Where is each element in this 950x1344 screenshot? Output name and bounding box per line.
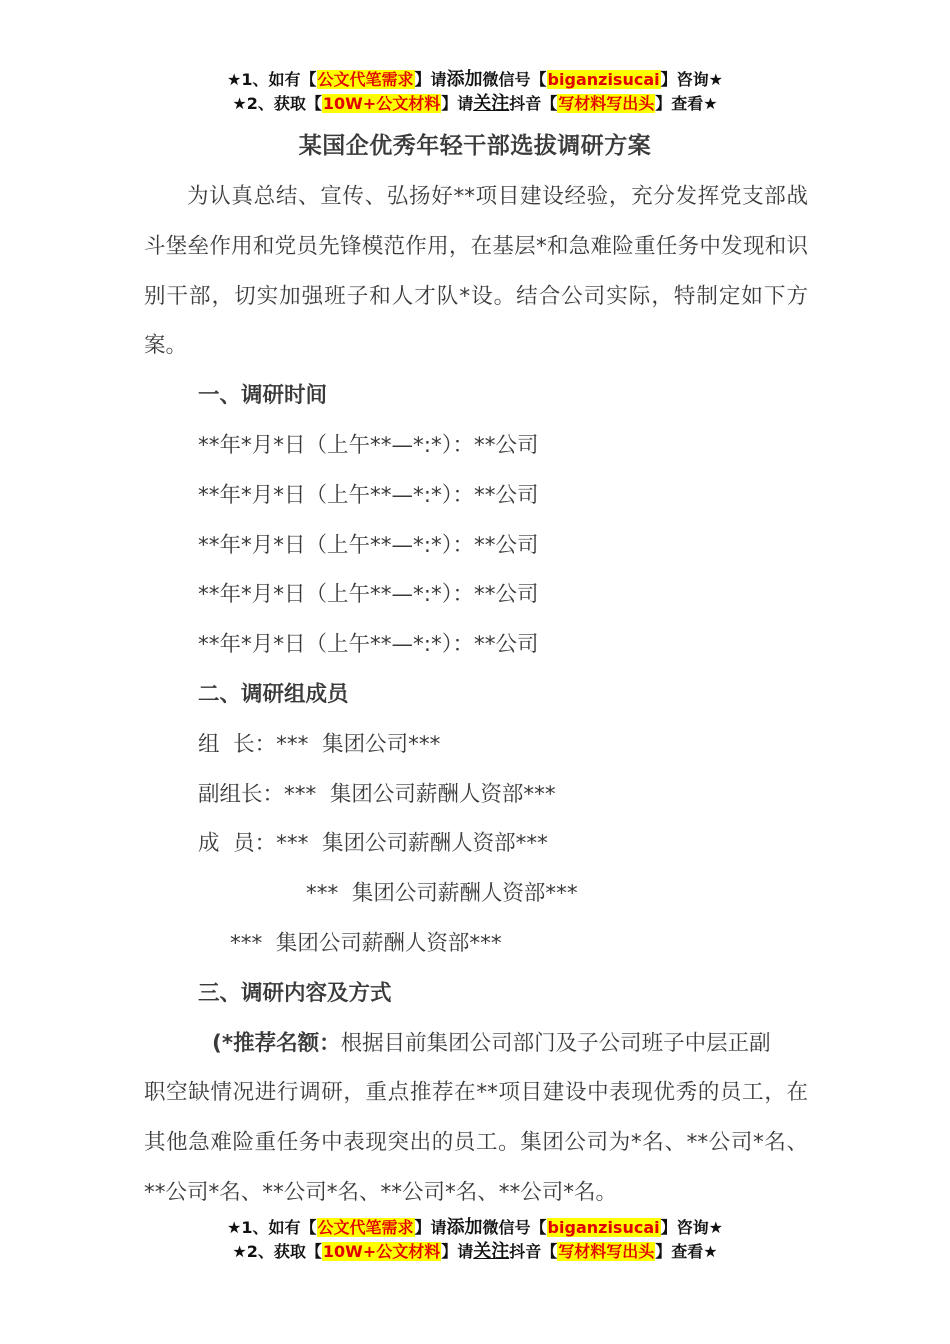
member-deputy: 副组长：*** 集团公司薪酬人资部*** (198, 781, 556, 807)
highlight-douyin-account: 写材料写出头 (558, 1242, 655, 1261)
banner-text: 】咨询★ (660, 70, 723, 89)
banner-line-2 (0, 92, 950, 116)
banner-text: ★1、如有【 (227, 1218, 317, 1237)
banner-text: 】请 (441, 94, 474, 113)
member-row-extra: *** 集团公司薪酬人资部*** (230, 930, 502, 956)
schedule-item: **年*月*日（上午**—*:*）：**公司 (198, 432, 539, 458)
banner-text: 微信号【 (482, 70, 547, 89)
banner-line-1 (0, 1216, 950, 1240)
document-title: 某国企优秀年轻干部选拔调研方案 (298, 133, 652, 159)
banner-text: ★2、获取【 (232, 1242, 322, 1261)
schedule-item: **年*月*日（上午**—*:*）：**公司 (198, 482, 539, 508)
banner-text: 】查看★ (655, 1242, 718, 1261)
top-banner (0, 68, 950, 116)
intro-paragraph: 为认真总结、宣传、弘扬好**项目建设经验，充分发挥党支部战斗堡垒作用和党员先锋模范作用，在基层*和急难险重任务中发现和识别干部，切实加强班子和人才队*设。结合公司实际，特制定如下方案。 (144, 184, 808, 359)
banner-text: 】请 (414, 1218, 447, 1237)
banner-text: ★2、获取【 (232, 94, 322, 113)
schedule-item: **年*月*日（上午**—*:*）：**公司 (198, 582, 539, 608)
schedule-item: **年*月*日（上午**—*:*）：**公司 (198, 532, 539, 558)
section-heading-members: 二、调研组成员 (198, 681, 349, 707)
schedule-item: **年*月*日（上午**—*:*）：**公司 (198, 632, 539, 658)
banner-text: 】请 (441, 1242, 474, 1261)
banner-line-2 (0, 1240, 950, 1264)
banner-text: 抖音【 (509, 94, 558, 113)
banner-text: 】查看★ (655, 94, 718, 113)
banner-text: 抖音【 (509, 1242, 558, 1261)
bottom-banner (0, 1216, 950, 1264)
highlight-materials: 10W+公文材料 (322, 94, 441, 113)
member-row: 成 员：*** 集团公司薪酬人资部*** (198, 831, 548, 857)
member-leader: 组 长：*** 集团公司*** (198, 731, 441, 757)
highlight-wechat-id: biganzisucai (547, 70, 660, 89)
highlight-service: 公文代笔需求 (317, 70, 414, 89)
quota-lead-line (144, 1019, 808, 1069)
highlight-douyin-account: 写材料写出头 (558, 94, 655, 113)
banner-text: 微信号【 (482, 1218, 547, 1237)
highlight-materials: 10W+公文材料 (322, 1242, 441, 1261)
banner-line-1 (0, 68, 950, 92)
banner-text: 】请 (414, 70, 447, 89)
banner-emphasis: 添加 (446, 69, 483, 90)
banner-text: ★1、如有【 (227, 70, 317, 89)
banner-emphasis: 添加 (446, 1217, 483, 1238)
quota-label: (*推荐名额： (212, 1030, 341, 1056)
highlight-service: 公文代笔需求 (317, 1218, 414, 1237)
document-body (144, 172, 808, 1218)
quota-paragraph: 职空缺情况进行调研，重点推荐在**项目建设中表现优秀的员工，在其他急难险重任务中表现突出的员工。集团公司为*名、**公司*名、**公司*名、**公司*名、**公司*名、**公司*名。 (144, 1080, 808, 1205)
banner-emphasis: 关注 (473, 93, 510, 114)
banner-text: 】咨询★ (660, 1218, 723, 1237)
section-heading-content: 三、调研内容及方式 (198, 980, 392, 1006)
banner-emphasis: 关注 (473, 1241, 510, 1262)
quota-lead-text: 根据目前集团公司部门及子公司班子中层正副 (340, 1030, 771, 1056)
highlight-wechat-id: biganzisucai (547, 1218, 660, 1237)
section-heading-time: 一、调研时间 (198, 383, 328, 409)
member-row-extra: *** 集团公司薪酬人资部*** (306, 881, 578, 907)
